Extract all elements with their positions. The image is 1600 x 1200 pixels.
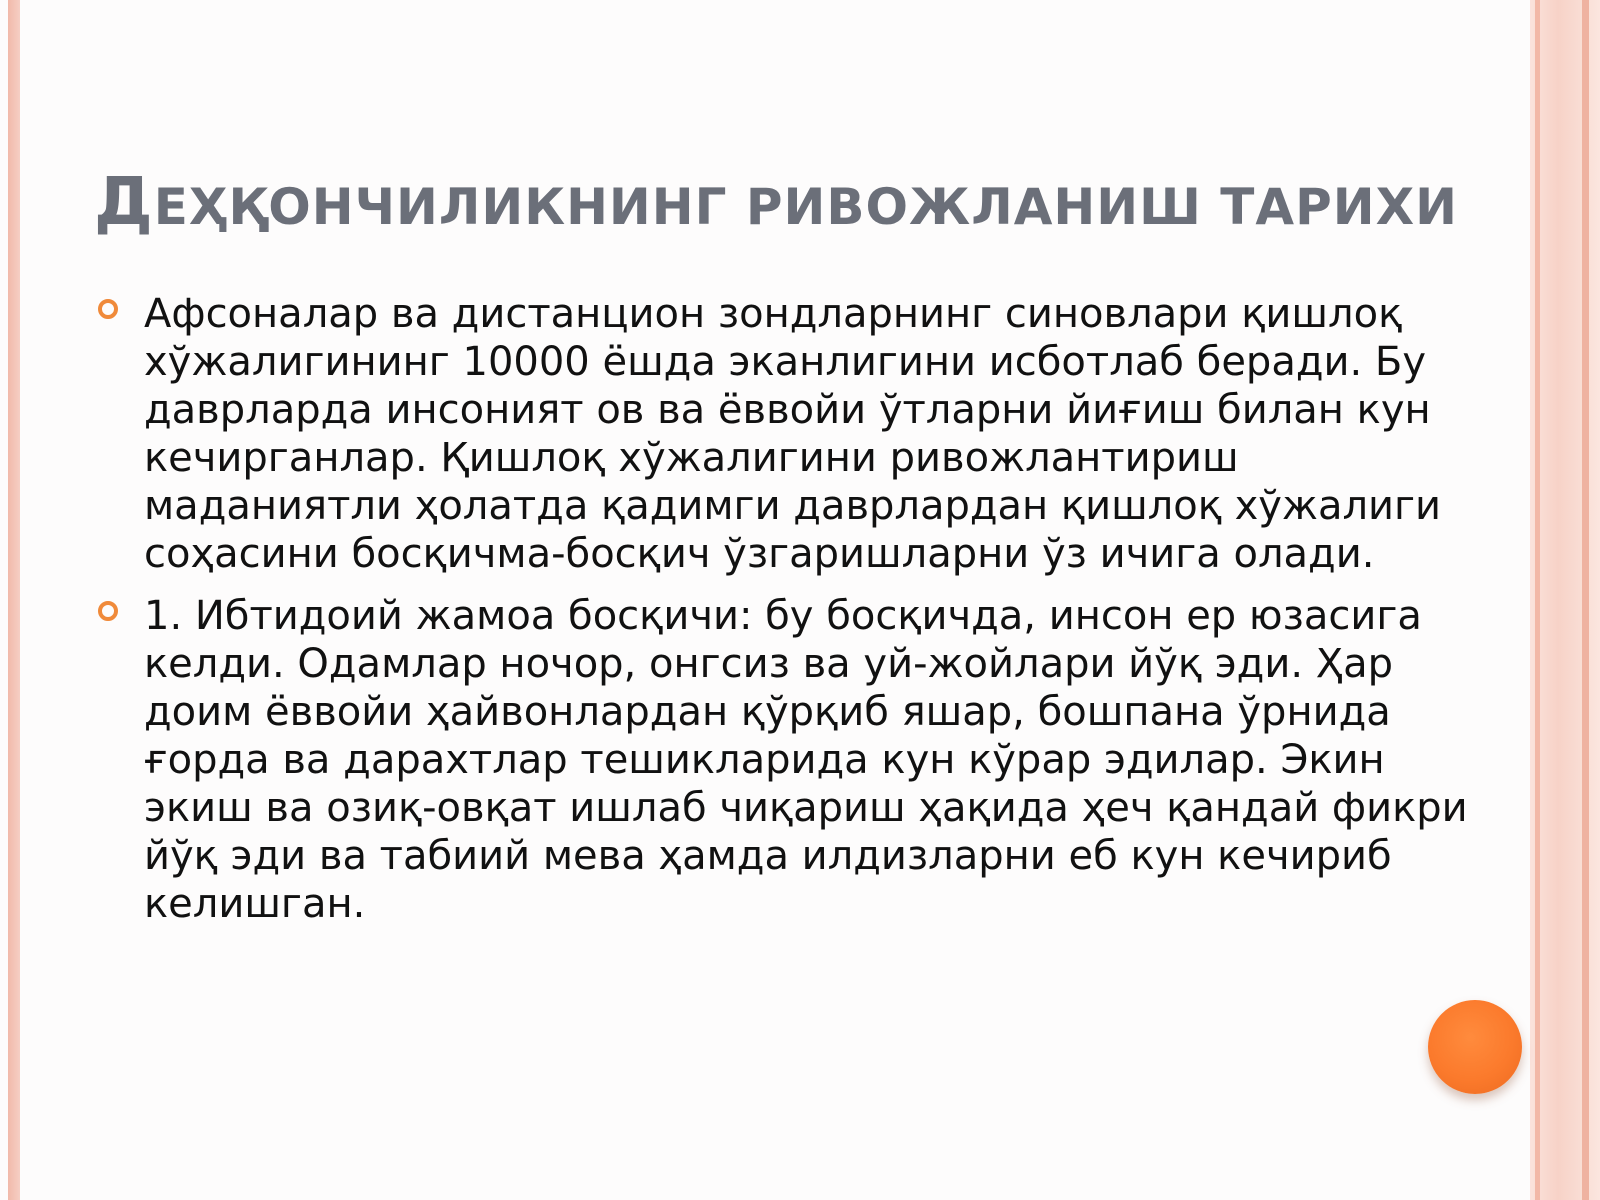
right-frame-border <box>1530 0 1600 1200</box>
title-rest: ЕҲҚОНЧИЛИКНИНГ РИВОЖЛАНИШ ТАРИХИ <box>153 178 1458 236</box>
right-frame-line-outer <box>1582 0 1589 1200</box>
right-frame-line-inner <box>1535 0 1540 1200</box>
slide-title <box>94 163 1514 240</box>
title-first-letter: Д <box>94 163 154 240</box>
bullet-item <box>94 592 1474 928</box>
hollow-circle-bullet-icon <box>98 299 118 319</box>
left-frame-border <box>8 0 20 1200</box>
slide-body <box>94 290 1474 942</box>
bullet-text: 1. Ибтидоий жамоа босқичи: бу босқичда, инсон ер юзасига келди. Одамлар ночор, онгсиз ва уй-жойлари йўқ эди. Ҳар доим ёввойи ҳайвонлардан қўрқиб яшар, бошпана ўрнида ғорда ва дарахтлар тешикларида кун кўрар эдилар. Экин экиш ва озиқ-овқат ишлаб чиқариш ҳақида ҳеч қандай фикри йўқ эди ва табиий мева ҳамда илдизларни еб кун кечириб келишган. <box>144 593 1468 927</box>
bullet-item <box>94 290 1474 578</box>
orange-orb-decoration <box>1428 1000 1522 1094</box>
bullet-text: Афсоналар ва дистанцион зондларнинг синовлари қишлоқ хўжалигининг 10000 ёшда эканлигини исботлаб беради. Бу даврларда инсоният ов ва ёввойи ўтларни йиғиш билан кун кечирганлар. Қишлоқ хўжалигини ривожлантириш маданиятли ҳолатда қадимги даврлардан қишлоқ хўжалиги соҳасини босқичма-босқич ўзгаришларни ўз ичига олади. <box>144 291 1442 577</box>
hollow-circle-bullet-icon <box>98 601 118 621</box>
